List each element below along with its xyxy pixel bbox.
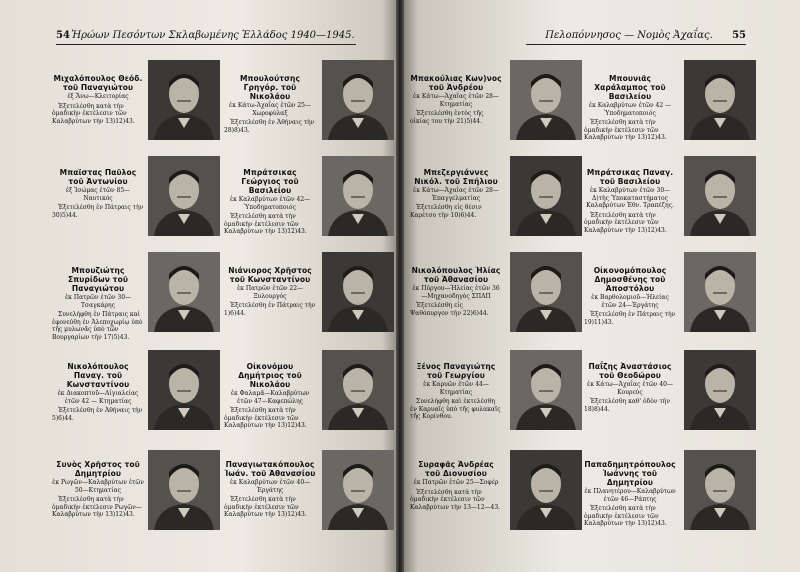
entry-origin: ἐκ Καλαβρύτων ἐτῶν 40—Ἐργάτης [229, 479, 311, 494]
memorial-entry [224, 460, 316, 519]
entry-name: Μπράτσικας Γεώργιος τοῦ Βασιλείου [241, 168, 299, 195]
memorial-entry [410, 74, 502, 125]
entry-origin: ἐκ Καρυῶν ἐτῶν 44—Κτηματίας [423, 381, 489, 396]
memorial-entry [410, 362, 502, 421]
entry-name: Μπουνιᾶς Χαράλαμπος τοῦ Βασιλείου [594, 74, 666, 101]
entry-fate: Ἐξετελέσθη κατὰ τὴν ὁμαδικὴν ἐκτέλεσιν τῶν Καλαβρύτων τὴν 13)12)43. [224, 407, 307, 429]
memorial-entry [224, 266, 316, 317]
entry-origin: ἐκ Κάτω—Ἀχαΐας ἐτῶν 40—Κουρεύς [587, 381, 673, 396]
portrait-photo [510, 350, 582, 430]
entry-fate: Ἐξετελέσθη κατὰ τὴν ὁμαδικὴν ἐκτέλεσιν τῶν Καλαβρύτων τὴν 13)12)43. [52, 102, 135, 125]
entry-name: Νικολόπουλος Ἠλίας τοῦ Ἀθανασίου [411, 266, 501, 284]
entry-fate: Ἐξετελέσθη ἐντὸς τῆς οἰκίας του τὴν 21)5)44. [410, 110, 484, 125]
entry-fate: Ἐξετελέσθη ἐν Ἀθήναις τὴν 28)8)43. [224, 119, 315, 134]
entry-origin: ἐκ Κάτω-Ἀχαΐας ἐτῶν 25—Χωροφύλαξ [229, 102, 311, 117]
entry-origin: ἐκ Πατρῶν ἐτῶν 30—Τσαγκάρης [64, 294, 132, 309]
memorial-entry [224, 168, 316, 236]
entry-fate: Συνελήφθη καὶ ἐκτελέσθη ἐν Καρυαῖς ὑπὸ τῆς φυλακαῖς τῆς Κορίνθου. [410, 398, 501, 420]
entry-name: Μπακούλιας Κων)νος τοῦ Ἀνδρέου [410, 74, 502, 92]
right-page-number: 55 [732, 29, 746, 41]
entry-name: Μιχαλόπουλος Θεόδ. τοῦ Παναγιώτου [53, 74, 143, 92]
entry-name: Συραφᾶς Ἀνδρέας τοῦ Διονυσίου [418, 460, 494, 478]
entry-origin: ἐκ Κάτω—Ἀχαΐας ἐτῶν 28—Κτηματίας [413, 93, 499, 108]
entry-name: Οἰκονομόπουλος Δημοσθένης τοῦ Ἀποστόλου [593, 266, 667, 293]
portrait-photo [322, 60, 394, 140]
memorial-entry [52, 460, 144, 519]
entry-fate: Ἐξετελέσθη κατὰ τὴν ὁμαδικὴν ἐκτέλεσιν τῶν Καλαβρύτων τὴν 13—12—43. [410, 488, 501, 511]
entry-fate: Ἐξετελέσθη εἰς θέσιν Καρέτσο τὴν 10)6)44. [410, 204, 482, 219]
entry-name: Συνὸς Χρῆστος τοῦ Δημητρίου [56, 460, 140, 478]
entry-origin: ἐκ Διακοπτοῦ—Αἰγιαλείας ἐτῶν 42 — Κτηματίας [57, 390, 139, 405]
entry-fate: Ἐξετελέσθη κατὰ τὴν ὁμαδικὴν ἐκτέλεσιν τῶν Καλαβρύτων τὴν 13)12)43. [584, 211, 667, 234]
portrait-photo [322, 252, 394, 332]
entry-name: Οἰκονόμου Δημήτριος τοῦ Νικολάου [238, 362, 302, 389]
entry-name: Παναγιωτακόπουλος Ἰωάν. τοῦ Ἀθανασίου [224, 460, 316, 478]
entry-origin: ἐκ Ρωγῶν—Καλαβρύτων ἐτῶν 50—Κτηματίας [52, 479, 144, 494]
entry-fate: Ἐξετελέσθη ἐν Πάτραις τὴν 1)6)44. [224, 302, 316, 317]
portrait-photo [684, 252, 756, 332]
entry-origin: ἐκ Κάτω—Ἀχαΐας ἐτῶν 28—Ἐπαγγελματίας [413, 187, 499, 202]
portrait-photo [510, 156, 582, 236]
entry-fate: Ἐξετελέσθη κατὰ τὴν ὁμαδικὴν ἐκτέλεσιν τῶν Καλαβρύτων τὴν 13)12)43. [584, 505, 667, 527]
entry-fate: Ἐξετελέσθη κατὰ τὴν ὁμαδικὴν ἐκτέλεσιν τῶν Καλαβρύτων τὴν 13)12)43. [584, 119, 667, 141]
entry-fate: Ἐξετελέσθη ἐν Πάτραις τὴν 19)11)43. [584, 311, 676, 326]
entry-fate: Συνελήφθη ἐν Πάτραις καὶ ἐφονεύθη ἐν Ἀλεποχωρίῳ ὑπὸ τῆς μυλωνᾶς ὑπὸ τῶν Βουργαρίων τὴν 17)5)43. [52, 311, 143, 341]
entry-name: Ξένος Παναγιώτης τοῦ Γεωργίου [416, 362, 496, 380]
portrait-photo [322, 350, 394, 430]
entry-name: Παΐζης Ἀναστάσιος τοῦ Θεοδώρου [588, 362, 672, 380]
entry-origin: ἐκ Πλανητέρου—Καλαβρύτων ἐτῶν 46—Ράπτης [584, 488, 676, 503]
portrait-photo [684, 156, 756, 236]
portrait-photo [148, 450, 220, 530]
memorial-entry [584, 266, 676, 326]
entry-name: Νικολόπουλος Παναγ. τοῦ Κωνσταντίνου [66, 362, 130, 389]
portrait-photo [684, 350, 756, 430]
memorial-entry [52, 168, 144, 219]
book-spine [396, 0, 404, 572]
portrait-photo [148, 350, 220, 430]
portrait-photo [510, 60, 582, 140]
entry-fate: Ἐξετελέσθη ἐν Ἀθήναις τὴν 5)6)44. [52, 407, 143, 422]
memorial-entry [224, 362, 316, 430]
memorial-entry [584, 74, 676, 142]
memorial-entry [410, 460, 502, 511]
memorial-entry [52, 266, 144, 341]
entry-fate: Ἐξετελέσθη κατὰ τὴν ὁμαδικὴν ἐκτέλεσιν τῶν Καλαβρύτων τὴν 13)12)43. [224, 213, 307, 235]
entry-fate: Ἐξετελέσθη κατὰ τὴν ὁμαδικὴν ἐκτέλεσιν τῶν Καλαβρύτων τὴν 13)12)43. [224, 496, 307, 518]
portrait-photo [148, 60, 220, 140]
entry-origin: ἐξ Ἄνω—Κλειτορίας [67, 93, 129, 100]
portrait-photo [684, 450, 756, 530]
portrait-photo [684, 60, 756, 140]
entry-origin: ἐκ Καλαβρύτων ἐτῶν 42 — Ὑποδηματοποιός [588, 102, 672, 117]
left-page-header [56, 26, 356, 45]
memorial-entry [52, 74, 144, 125]
entry-name: Παπαδημητρόπουλος Ἰωάννης τοῦ Δημητρίου [584, 460, 676, 487]
memorial-entry [584, 362, 676, 413]
portrait-photo [148, 252, 220, 332]
entry-origin: ἐκ Βαρθολομιοῦ—Ἠλείας ἐτῶν 24—Ἐργάτης [591, 294, 669, 309]
memorial-entry [584, 168, 676, 234]
entry-name: Νιάνιορος Χρῆστος τοῦ Κωνσταντίνου [228, 266, 312, 284]
entry-origin: ἐξ Ἰσώμας ἐτῶν 85—Ναυτικός [65, 187, 131, 202]
entry-name: Μπεζεργιάννες Νικόλ. τοῦ Σπήλιου [414, 168, 498, 186]
portrait-photo [510, 252, 582, 332]
entry-origin: ἐκ Καλαβρύτων ἐτῶν 42—Ὑποδηματοποιός [229, 196, 311, 211]
portrait-photo [510, 450, 582, 530]
portrait-photo [322, 156, 394, 236]
entry-origin: ἐκ Πατρῶν ἐτῶν 25—Σοφέρ [413, 479, 499, 486]
entry-origin: ἐκ Πατρῶν ἐτῶν 22—Ξυλουργός [236, 285, 304, 300]
entry-name: Μπουζιώτης Σπυρίδων τοῦ Παναγιώτου [67, 266, 128, 293]
memorial-entry [410, 168, 502, 219]
entry-origin: ἐκ Φαλαμᾶ—Καλαβρύτων ἐτῶν 47—Καφεπώλης [230, 390, 310, 405]
entry-fate: Ἐξετελέσθη ἐν Πάτραις τὴν 30)5)44. [52, 204, 144, 219]
left-page-title: Ἡρώων Πεσόντων Σκλαβωμένης Ἑλλάδος 1940—1945. [71, 29, 355, 41]
portrait-photo [322, 450, 394, 530]
entry-fate: Ἐξετελέσθη κατὰ τὴν ὁμαδικὴν ἐκτέλεσιν Ρωγῶν— Καλαβρύτων τὴν 13)12)43. [52, 496, 142, 518]
portrait-photo [148, 156, 220, 236]
entry-fate: Ἐξετελέσθη καθ' ὁδὸν τὴν 18)8)44. [584, 398, 671, 413]
entry-fate: Ἐξετελέσθη εἰς Ψαθόπυργον τὴν 22)6)44. [410, 302, 489, 317]
entry-origin: ἐκ Καλαβρύτων ἐτῶν 30—Δ)τὴς Ὑποκαταστήματος Καλαβρύτων Ἐθν. Τραπέζης. [586, 187, 674, 209]
memorial-entry [224, 74, 316, 134]
memorial-entry [52, 362, 144, 422]
left-page-number: 54 [56, 29, 70, 41]
entry-origin: ἐκ Πύργου—Ἠλείας ἐτῶν 36—Μηχανοδηγὸς ΣΠΑΠ [412, 285, 500, 300]
memorial-entry [410, 266, 502, 317]
entry-name: Μπράτσικας Παναγ. τοῦ Βασιλείου [586, 168, 674, 186]
memorial-entry [584, 460, 676, 528]
right-page-header [526, 26, 746, 45]
entry-name: Μπαϊστας Παῦλος τοῦ Ἀντωνίου [59, 168, 137, 186]
entry-name: Μπουλούτσης Γρηγόρ. τοῦ Νικολάου [239, 74, 301, 101]
right-page-title: Πελοπόννησος — Νομὸς Ἀχαΐας. [545, 29, 713, 41]
